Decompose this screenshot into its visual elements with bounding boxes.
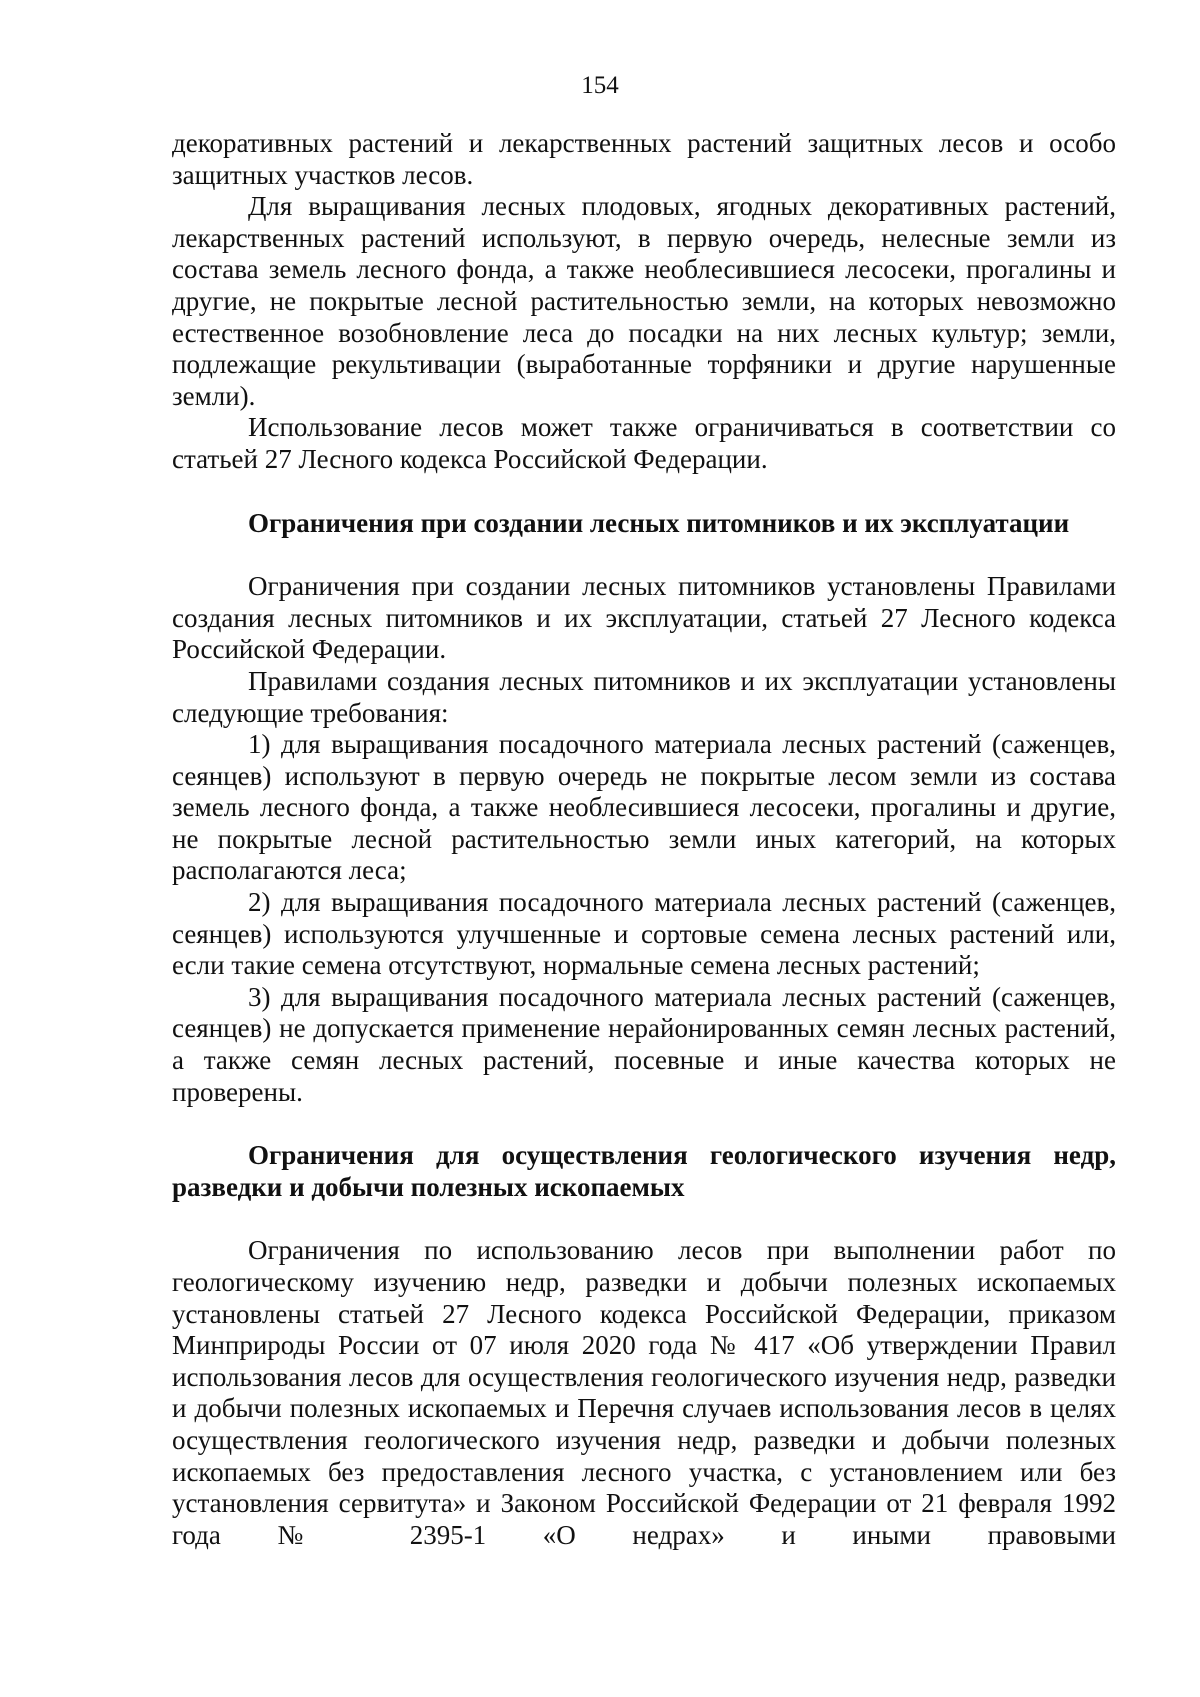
page-number: 154: [581, 72, 619, 99]
list-item-requirement-1: 1) для выращивания посадочного материала лесных растений (саженцев, сеянцев) используют в первую очередь не покрытые лесом земли из состава земель лесного фонда, а также необлесившиеся лесосеки, прогалины и другие, не покрытые лесной растительностью земли иных категорий, на которых располагаются леса;: [172, 729, 1116, 886]
document-body: [172, 128, 1116, 1551]
section-heading-nurseries: Ограничения при создании лесных питомников и их эксплуатации: [248, 507, 1070, 538]
list-item-requirement-2: 2) для выращивания посадочного материала лесных растений (саженцев, сеянцев) используются улучшенные и сортовые семена лесных растений или, если такие семена отсутствуют, нормальные семена лесных растений;: [172, 887, 1116, 981]
paragraph-requirements-intro: Правилами создания лесных питомников и их эксплуатации установлены следующие требования:: [172, 665, 1116, 728]
paragraph-plant-growing-lands: Для выращивания лесных плодовых, ягодных декоративных растений, лекарственных растений используют, в первую очередь, нелесные земли из состава земель лесного фонда, а также необлесившиеся лесосеки, прогалины и другие, не покрытые лесной растительностью земли, на которых невозможно естественное возобновление леса до посадки на них лесных культур; земли, подлежащие рекультивации (выработанные торфяники и другие нарушенные земли).: [172, 191, 1116, 411]
paragraph-geology-restrictions: Ограничения по использованию лесов при выполнении работ по геологическому изучению недр, разведки и добычи полезных ископаемых установлены статьей 27 Лесного кодекса Российской Федерации, приказом Минприроды России от 07 июля 2020 года № 417 «Об утверждении Правил использования лесов для осуществления геологического изучения недр, разведки и добычи полезных ископаемых и Перечня случаев использования лесов в целях осуществления геологического изучения недр, разведки и добычи полезных ископаемых без предоставления лесного участка, с установлением или без установления сервитута» и Законом Российской Федерации от 21 февраля 1992 года № 2395-1 «О недрах» и иными правовыми: [172, 1235, 1116, 1550]
paragraph-nursery-rules: Ограничения при создании лесных питомников установлены Правилами создания лесных питомников и их эксплуатации, статьей 27 Лесного кодекса Российской Федерации.: [172, 571, 1116, 665]
paragraph-usage-restriction: Использование лесов может также ограничиваться в соответствии со статьей 27 Лесного кодекса Российской Федерации.: [172, 412, 1116, 474]
section-heading-geology: Ограничения для осуществления геологического изучения недр, разведки и добычи полезных ископаемых: [172, 1140, 1116, 1202]
paragraph-continuation: декоративных растений и лекарственных растений защитных лесов и особо защитных участков лесов.: [172, 128, 1116, 190]
list-item-requirement-3: 3) для выращивания посадочного материала лесных растений (саженцев, сеянцев) не допускается применение нерайонированных семян лесных растений, а также семян лесных растений, посевные и иные качества которых не проверены.: [172, 981, 1116, 1107]
